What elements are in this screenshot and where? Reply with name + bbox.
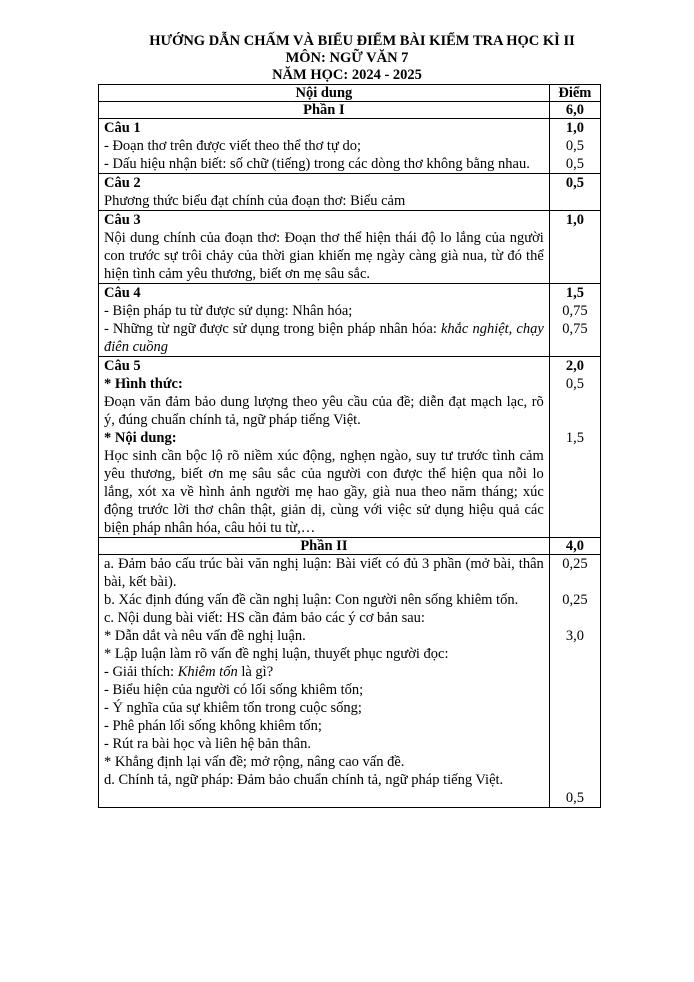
answer-text: - Rút ra bài học và liên hệ bản thân. [104,736,311,752]
spacer [553,573,597,591]
answer-score: 0,5 [565,790,584,806]
question-score: 2,0 [565,358,584,374]
answer-text: c. Nội dung bài viết: HS cần đảm bảo các ý cơ bản sau: [104,610,425,626]
answer-text-prefix: - Giải thích: [104,664,178,680]
answer-text-italic: Khiêm tốn [177,664,238,680]
answer-score: 3,0 [565,628,584,644]
part1-score: 6,0 [549,102,600,119]
answer-score: 0,5 [565,156,584,172]
content-label: * Nội dung: [104,430,177,446]
answer-score: 0,25 [562,592,588,608]
answer-text: d. Chính tả, ngữ pháp: Đảm bảo chuẩn chính tả, ngữ pháp tiếng Việt. [104,772,504,788]
answer-text: - Phê phán lối sống không khiêm tốn; [104,718,322,734]
column-header-score: Điểm [549,85,600,102]
answer-score: 0,5 [565,138,584,154]
table-row [99,555,601,808]
column-header-content: Nội dung [99,85,550,102]
spacer [553,645,597,789]
document-title: HƯỚNG DẪN CHẤM VÀ BIỂU ĐIỂM BÀI KIỂM TRA HỌC KÌ II [149,33,575,49]
question-title: Câu 3 [104,212,141,228]
answer-text: Nội dung chính của đoạn thơ: Đoạn thơ thể hiện thái độ lo lắng của người con trước sự trôi chảy của thời gian khiến mẹ ngày càng già nua, từ đó thể hiện tình cảm yêu thương, biết ơn mẹ sâu sắc. [104,230,544,282]
question-title: Câu 5 [104,358,141,374]
question-title: Câu 2 [104,175,141,191]
part2-score: 4,0 [549,538,600,555]
grading-table [98,84,601,808]
answer-text-prefix: - Những từ ngữ được sử dụng trong biện pháp nhân hóa: [104,321,441,337]
document-year: NĂM HỌC: 2024 - 2025 [272,67,422,83]
part1-label: Phần I [99,102,550,119]
question-title: Câu 1 [104,120,141,136]
document-subject: MÔN: NGỮ VĂN 7 [285,50,409,66]
answer-text: Đoạn văn đảm bảo dung lượng theo yêu cầu của đề; diễn đạt mạch lạc, rõ ý, đúng chuẩn chính tả, ngữ pháp tiếng Việt. [104,394,544,428]
answer-score: 0,5 [565,376,584,392]
table-row [99,174,601,211]
answer-text: - Biểu hiện của người có lối sống khiêm tốn; [104,682,364,698]
table-row [99,119,601,174]
part2-label: Phần II [99,538,550,555]
answer-score: 0,25 [562,556,588,572]
answer-text: Phương thức biểu đạt chính của đoạn thơ: Biểu cảm [104,193,406,209]
answer-text: - Dấu hiệu nhận biết: số chữ (tiếng) trong các dòng thơ không bằng nhau. [104,156,530,172]
answer-text [104,320,544,356]
answer-text: * Lập luận làm rõ vấn đề nghị luận, thuyết phục người đọc: [104,646,449,662]
spacer [553,393,597,429]
table-row [99,211,601,284]
part-row [99,538,601,555]
question-title: Câu 4 [104,285,141,301]
form-label: * Hình thức: [104,376,183,392]
answer-text: - Biện pháp tu từ được sử dụng: Nhân hóa; [104,303,353,319]
answer-text-italic: khắc nghiệt, chạy điên cuồng [104,321,544,355]
answer-text: - Đoạn thơ trên được viết theo thể thơ tự do; [104,138,361,154]
answer-text: * Dẫn dắt và nêu vấn đề nghị luận. [104,628,306,644]
table-header-row [99,85,601,102]
question-score: 0,5 [565,175,584,191]
answer-text: * Khẳng định lại vấn đề; mở rộng, nâng cao vấn đề. [104,754,405,770]
answer-score: 0,75 [562,303,588,319]
table-row [99,284,601,357]
answer-text: Học sinh cần bộc lộ rõ niềm xúc động, nghẹn ngào, suy tư trước tình cảm yêu thương, biết ơn mẹ sâu sắc của người con được thể hiện qua nỗi lo lắng, xót xa về hình ảnh người mẹ hao gầy, già nua theo năm tháng; xúc động trước lời thơ chân thật, giản dị, cùng với việc sử dụng hiệu quả các biện pháp nhân hóa, câu hỏi tu từ,… [104,448,544,536]
answer-text: b. Xác định đúng vấn đề cần nghị luận: Con người nên sống khiêm tốn. [104,592,519,608]
answer-score: 1,5 [565,430,584,446]
answer-score: 0,75 [562,321,588,337]
answer-text: - Ý nghĩa của sự khiêm tốn trong cuộc sống; [104,700,362,716]
table-row [99,357,601,538]
answer-text [104,663,544,681]
part-row [99,102,601,119]
spacer [553,609,597,627]
question-score: 1,5 [565,285,584,301]
question-score: 1,0 [565,120,584,136]
question-score: 1,0 [565,212,584,228]
answer-text-suffix: là gì? [237,664,274,680]
answer-text: a. Đảm bảo cấu trúc bài văn nghị luận: Bài viết có đủ 3 phần (mở bài, thân bài, kết bài). [104,556,544,590]
